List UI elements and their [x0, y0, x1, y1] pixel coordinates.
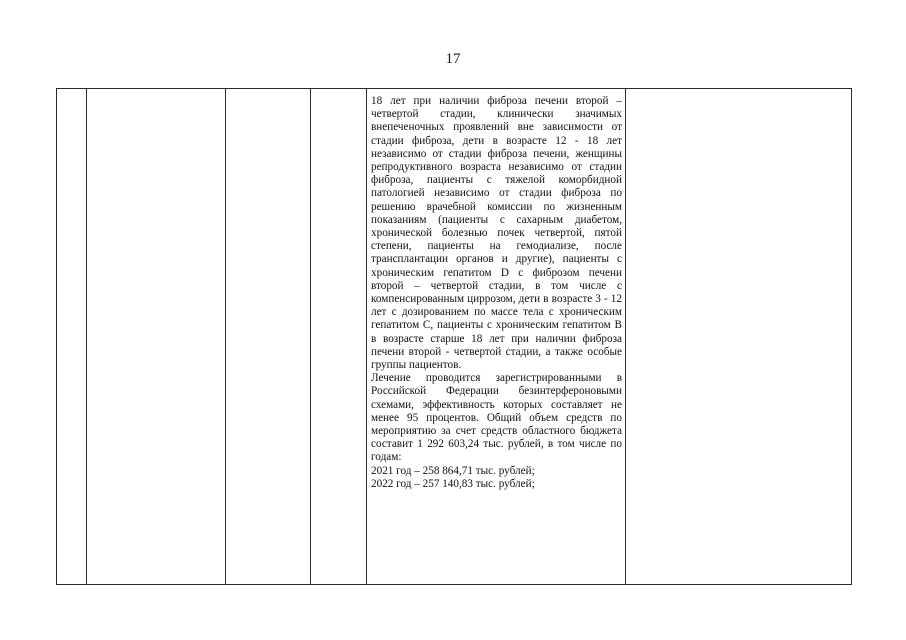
program-table [56, 88, 852, 585]
description-paragraph-2: Лечение проводится зарегистрированными в Российской Федерации безинтерфероновыми схемами, эффективность которых составляет не менее 95 процентов. Общий объем средств по мероприятию за счет средств областного бюджета составит 1 292 603,24 тыс. рублей, в том числе по годам: [371, 372, 622, 464]
column-divider-3 [310, 89, 311, 584]
column-divider-1 [86, 89, 87, 584]
page-number: 17 [445, 51, 461, 67]
column-divider-2 [225, 89, 226, 584]
funding-year-line: 2021 год – 258 864,71 тыс. рублей; [371, 464, 535, 477]
description-paragraph-1: 18 лет при наличии фиброза печени второй – четвертой стадии, клинически значимых внепеченочных проявлений вне зависимости от стадии фиброза, дети в возрасте 12 - 18 лет независимо от стадии фиброза печени, женщины репродуктивного возраста независимо от стадии фиброза, пациенты с тяжелой коморбидной патологией независимо от стадии фиброза по решению врачебной комиссии по жизненным показаниям (пациенты с сахарным диабетом, хронической болезнью почек четвертой, пятой степени, пациенты на гемодиализе, после трансплантации органов и другие), пациенты с хроническим гепатитом D с фиброзом печени второй – четвертой стадии, в том числе с компенсированным циррозом, дети в возрасте 3 - 12 лет с дозированием по массе тела с хроническим гепатитом С, пациенты с хроническим гепатитом В в возрасте старше 18 лет при наличии фиброза печени второй - четвертой стадии, а также особые группы пациентов. [371, 95, 622, 372]
column-divider-4 [366, 89, 367, 584]
funding-year-line: 2022 год – 257 140,83 тыс. рублей; [371, 477, 535, 490]
column-divider-5 [625, 89, 626, 584]
measure-description-cell [371, 95, 622, 491]
